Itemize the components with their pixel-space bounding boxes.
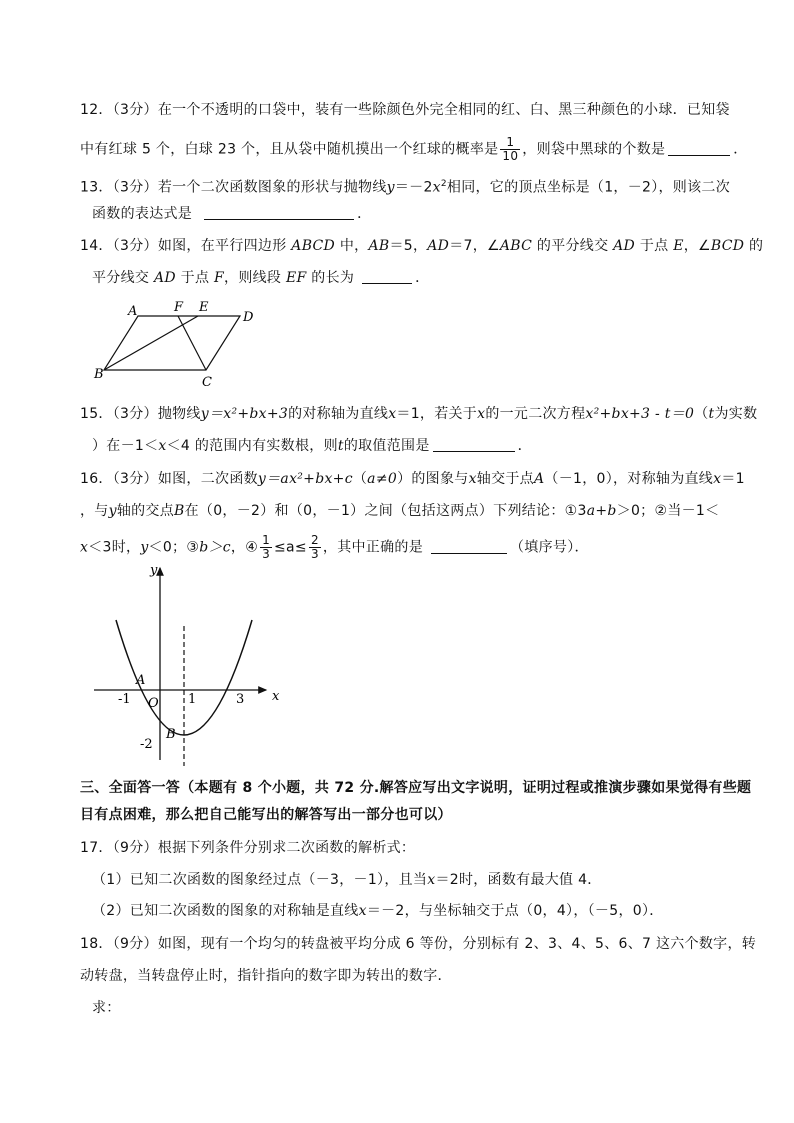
parallelogram-figure bbox=[92, 296, 272, 392]
text-q17-l2_b: ＝2时，函数有最大值 4． bbox=[435, 872, 602, 888]
text-q17-l3_b: ＝－2，与坐标轴交于点（0，4），（－5，0）． bbox=[366, 903, 664, 919]
text-q14-l2_ef: EF bbox=[285, 270, 307, 286]
text-q14-l1_ab: AB bbox=[368, 238, 390, 254]
text-q14-l1_abcd: ABCD bbox=[291, 238, 336, 254]
text-q14-l1_g: ，∠ bbox=[683, 238, 711, 254]
q14-line2 bbox=[92, 268, 429, 288]
q16-line3 bbox=[80, 534, 589, 561]
text-q13-l1_y: y bbox=[386, 179, 395, 196]
text-q16-l1_f: ＝1 bbox=[721, 471, 745, 487]
text-q16-l3_e: ，其中正确的是 bbox=[322, 539, 423, 556]
text-q13-l2_b: ． bbox=[357, 206, 372, 222]
text-q14-l2_F: F bbox=[214, 270, 225, 286]
text-q15-l2_d: ． bbox=[517, 438, 532, 454]
text-q15-l1_t: t bbox=[708, 406, 715, 422]
q13-line1 bbox=[80, 174, 730, 198]
q15-line1 bbox=[80, 404, 757, 424]
text-q15-l1_eq2: x²+bx+3 - t＝0 bbox=[585, 406, 695, 422]
text-q16-l1_x: x bbox=[468, 471, 477, 487]
text-q12-line2_post: ，则袋中黑球的个数是 bbox=[522, 141, 666, 158]
q17-line3 bbox=[92, 901, 664, 921]
text-q13-l1_a: 13．（3分）若一个二次函数图象的形状与抛物线 bbox=[80, 179, 387, 196]
text-q14-l2_b: 于点 bbox=[175, 270, 214, 286]
text-q16-l1_a0: a≠0 bbox=[367, 471, 398, 487]
text-q16-l1_eq: y＝ax²+bx+c bbox=[257, 471, 353, 487]
q12-answer-blank bbox=[668, 141, 730, 156]
text-q16-l2_a: ，与 bbox=[80, 503, 109, 519]
text-q15-l1_a: 15．（3分）抛物线 bbox=[80, 406, 201, 422]
text-q16-l3_c: ，④ bbox=[230, 539, 259, 556]
q17-line2 bbox=[92, 870, 602, 890]
text-q16-l1_A: A bbox=[533, 471, 545, 487]
text-q15-l1_c: ＝1，若关于 bbox=[396, 406, 478, 422]
text-q14-l1_ad2: AD bbox=[613, 238, 636, 254]
text-q14-l2_a: 平分线交 bbox=[92, 270, 154, 286]
text-q16-l3_f: （填序号）． bbox=[510, 539, 589, 556]
q16-line1 bbox=[80, 469, 745, 489]
text-q14-l1_f: 于点 bbox=[635, 238, 674, 254]
text-q17-l1: 17．（9分）根据下列条件分别求二次函数的解析式： bbox=[80, 840, 416, 856]
text-q16-l1_x2: x bbox=[713, 471, 722, 487]
section3-line1 bbox=[80, 778, 751, 798]
label-B: B bbox=[166, 727, 176, 742]
text-q15-l1_x2: x bbox=[477, 406, 486, 422]
text-q15-l2_c: 的取值范围是 bbox=[343, 438, 430, 454]
text-q12-line2_end: ． bbox=[733, 141, 748, 158]
text-q14-l1_b: 中， bbox=[335, 238, 369, 254]
text-q16-l2_d: ＞0；②当－1＜ bbox=[616, 503, 720, 519]
text-q15-l1_e: （ bbox=[694, 406, 709, 422]
text-q18-l3: 求： bbox=[92, 1000, 121, 1016]
q14-line1 bbox=[80, 236, 763, 256]
text-q13-l1_sup: 2 bbox=[440, 179, 447, 189]
text-q12-line2_pre: 中有红球 5 个，白球 23 个，且从袋中随机摸出一个红球的概率是 bbox=[80, 141, 499, 158]
section3-line2 bbox=[80, 805, 452, 825]
q13-line2 bbox=[92, 204, 371, 224]
text-q15-l2_x: x bbox=[158, 438, 167, 454]
text-q17-l3_a: （2）已知二次函数的图象的对称轴是直线 bbox=[92, 903, 359, 919]
text-q18-l2: 动转盘，当转盘停止时，指针指向的数字即为转出的数字． bbox=[80, 968, 452, 984]
parallelogram-abcd bbox=[104, 316, 240, 370]
label-B: B bbox=[94, 367, 104, 382]
text-q12-frac_den: 10 bbox=[502, 149, 519, 163]
q14-answer-blank bbox=[362, 269, 412, 284]
label-D: D bbox=[243, 310, 254, 325]
text-q12-line1: 12．（3分）在一个不透明的口袋中，装有一些除颜色外完全相同的红、白、黑三种颜色的小球．已知袋 bbox=[80, 102, 730, 118]
text-q16-l2_ab: a+b bbox=[586, 503, 617, 519]
text-q14-l1_d: ＝7，∠ bbox=[449, 238, 500, 254]
text-q14-l2_ad: AD bbox=[153, 270, 176, 286]
parabola-graph bbox=[90, 560, 290, 772]
text-q15-l1_x: x bbox=[388, 406, 397, 422]
q17-line1 bbox=[80, 838, 415, 858]
text-q16-l3_f1d: 3 bbox=[262, 547, 270, 561]
label-y: y bbox=[150, 563, 158, 578]
text-q15-l2_a: ）在－1＜ bbox=[92, 438, 159, 454]
text-q17-l2_x: x bbox=[427, 872, 436, 888]
text-q18-l1: 18．（9分）如图，现有一个均匀的转盘被平均分成 6 等份，分别标有 2、3、4、5、6、7 这六个数字，转 bbox=[80, 936, 757, 952]
q16-line2 bbox=[80, 501, 719, 521]
q18-line1 bbox=[80, 934, 756, 954]
text-q16-l3_x: x bbox=[80, 539, 89, 556]
text-q16-l2_c: 在（0，－2）和（0，－1）之间（包括这两点）下列结论：①3 bbox=[184, 503, 587, 519]
text-q16-l3_b: ＜0；③ bbox=[148, 539, 200, 556]
text-q14-l2_d: 的长为 bbox=[306, 270, 355, 286]
text-q14-l1_bcd: BCD bbox=[710, 238, 745, 254]
text-q16-l3_y: y bbox=[140, 539, 149, 556]
text-q17-l2_a: （1）已知二次函数的图象经过点（－3，－1），且当 bbox=[92, 872, 428, 888]
q18-line3 bbox=[92, 998, 121, 1018]
text-q16-l1_e: （－1，0），对称轴为直线 bbox=[544, 471, 714, 487]
text-q16-l1_a: 16．（3分）如图，二次函数 bbox=[80, 471, 258, 487]
text-q14-l1_abc: ABC bbox=[499, 238, 533, 254]
label-C: C bbox=[202, 375, 212, 390]
q15-answer-blank bbox=[433, 437, 515, 452]
q12-line2 bbox=[80, 136, 748, 163]
bisector-cf bbox=[178, 316, 206, 370]
text-sec3-l1: 三、全面答一答（本题有 8 个小题，共 72 分.解答应写出文字说明，证明过程或推演步骤如果觉得有些题 bbox=[80, 780, 752, 796]
text-q15-l1_f: 为实数 bbox=[714, 406, 758, 422]
q16-answer-blank bbox=[431, 539, 507, 554]
text-q16-l3_d: ≤a≤ bbox=[274, 539, 307, 556]
text-q17-l3_x: x bbox=[358, 903, 367, 919]
text-q13-l1_b: ＝－2 bbox=[394, 179, 433, 196]
text-q14-l1_a: 14．（3分）如图，在平行四边形 bbox=[80, 238, 292, 254]
text-q16-l3_f1n: 1 bbox=[262, 533, 270, 547]
text-q13-l1_c: 相同，它的顶点坐标是（1，－2），则该二次 bbox=[446, 179, 731, 196]
text-q12-frac_num: 1 bbox=[500, 136, 520, 150]
text-sec3-l2: 目有点困难，那么把自己能写出的解答写出一部分也可以） bbox=[80, 807, 452, 823]
text-q16-l2_b: 轴的交点 bbox=[116, 503, 175, 519]
bisector-be bbox=[104, 316, 198, 370]
text-q14-l1_h: 的 bbox=[744, 238, 764, 254]
q12-fraction bbox=[500, 136, 520, 163]
text-q16-l3_a: ＜3时， bbox=[88, 539, 141, 556]
q16-frac-one-third bbox=[260, 534, 272, 561]
q15-line2 bbox=[92, 436, 532, 456]
q16-frac-two-thirds bbox=[309, 534, 321, 561]
q18-line2 bbox=[80, 966, 452, 986]
text-q14-l1_E: E bbox=[673, 238, 684, 254]
text-q15-l2_t: t bbox=[337, 438, 344, 454]
label-x: x bbox=[272, 689, 280, 704]
text-q14-l1_ad: AD bbox=[427, 238, 450, 254]
text-q16-l3_f2d: 3 bbox=[310, 547, 319, 561]
tick-minus-1: -1 bbox=[118, 692, 131, 707]
tick-minus-2: -2 bbox=[140, 737, 153, 752]
tick-1: 1 bbox=[188, 692, 197, 707]
text-q14-l1_e: 的平分线交 bbox=[532, 238, 614, 254]
label-A: A bbox=[136, 673, 146, 688]
label-E: E bbox=[199, 300, 209, 315]
text-q14-l2_c: ，则线段 bbox=[224, 270, 286, 286]
text-q16-l3_bc: b＞c bbox=[199, 539, 231, 556]
text-q14-l2_e: ． bbox=[415, 270, 430, 286]
text-q15-l1_eq: y＝x²+bx+3 bbox=[200, 406, 289, 422]
text-q15-l2_b: ＜4 的范围内有实数根，则 bbox=[166, 438, 338, 454]
text-q13-l1_x: x bbox=[432, 179, 441, 196]
label-A: A bbox=[128, 304, 138, 319]
text-q16-l1_d: 轴交于点 bbox=[476, 471, 534, 487]
label-F: F bbox=[174, 300, 184, 315]
text-q16-l3_f2n: 2 bbox=[310, 533, 319, 547]
label-O: O bbox=[148, 696, 159, 711]
text-q16-l1_c: ）的图象与 bbox=[397, 471, 469, 487]
tick-3: 3 bbox=[236, 692, 245, 707]
text-q16-l1_b: （ bbox=[352, 471, 368, 487]
text-q16-l2_y: y bbox=[108, 503, 117, 519]
q13-answer-blank bbox=[204, 205, 354, 220]
text-q13-l2_a: 函数的表达式是 bbox=[92, 206, 193, 222]
text-q14-l1_c: ＝5， bbox=[389, 238, 428, 254]
q12-line1 bbox=[80, 100, 730, 120]
text-q15-l1_d: 的一元二次方程 bbox=[485, 406, 586, 422]
text-q15-l1_b: 的对称轴为直线 bbox=[288, 406, 389, 422]
text-q16-l2_B: B bbox=[174, 503, 185, 519]
